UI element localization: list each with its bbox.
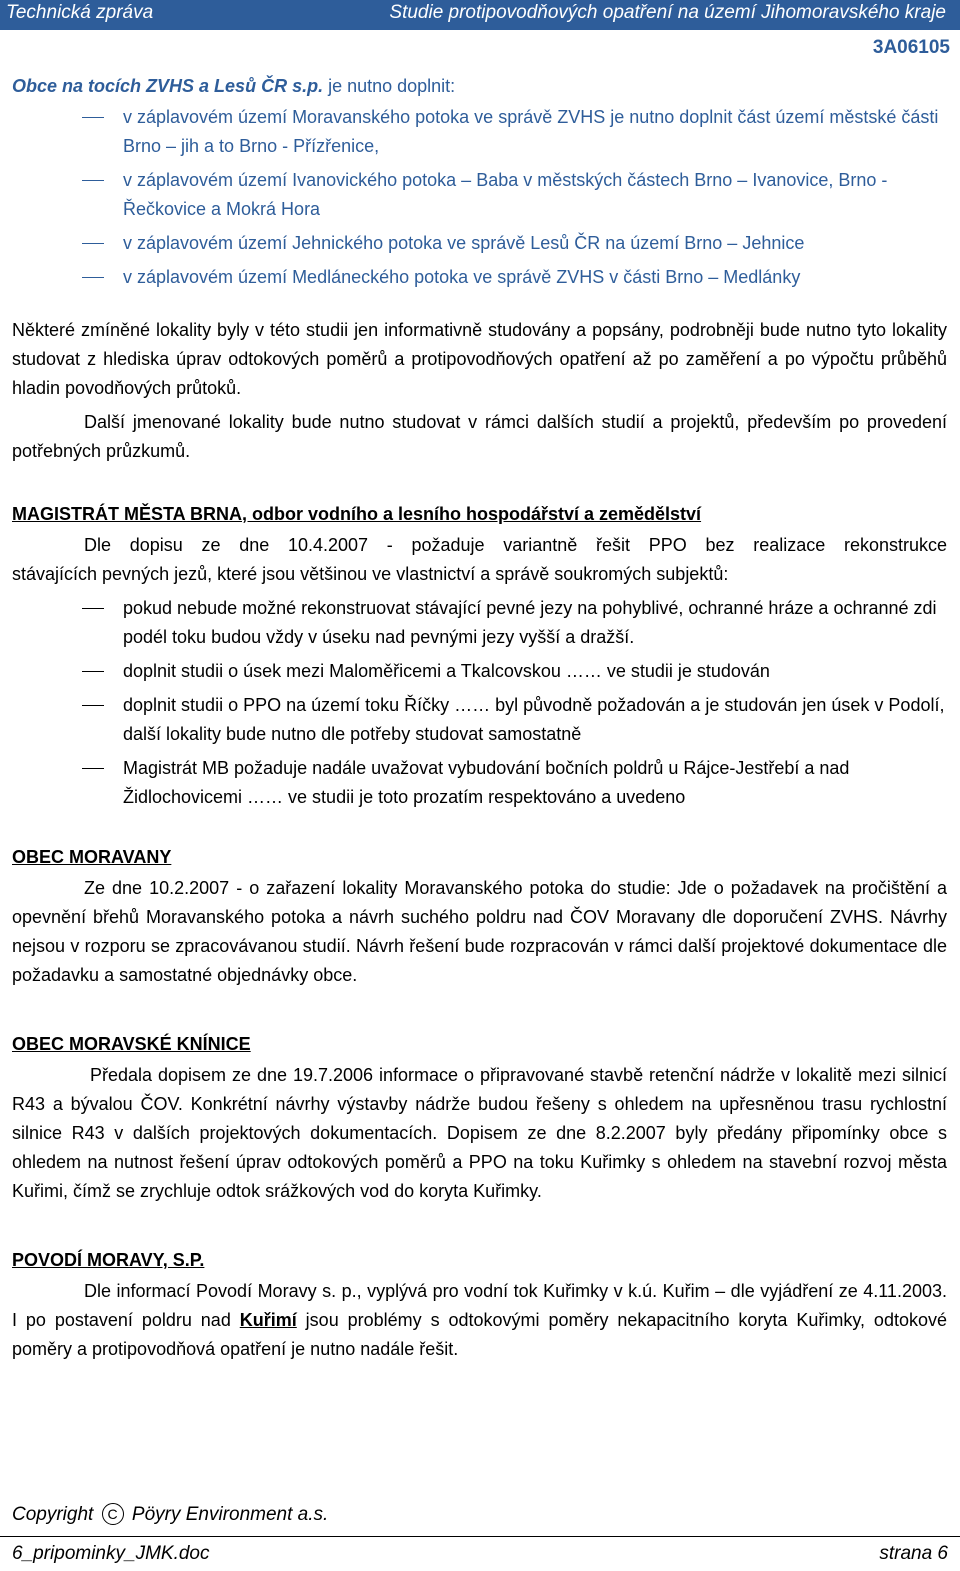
povodi-text-bold: Kuřimí bbox=[239, 1310, 297, 1330]
list-item-text: Magistrát MB požaduje nadále uvažovat vybudování bočních poldrů u Rájce-Jestřebí a nad Židlochovicemi …… ve studii je toto prozatím respektováno a uvedeno bbox=[123, 758, 850, 807]
dash-bullet bbox=[82, 277, 104, 278]
section-heading-magistrat: MAGISTRÁT MĚSTA BRNA, odbor vodního a lesního hospodářství a zemědělství bbox=[12, 504, 702, 524]
list-item-text: doplnit studii o PPO na území toku Říčky …… byl původně požadován a je studován jen úsek v Podolí, další lokality bude nutno dle potřeby studovat samostatně bbox=[123, 695, 945, 744]
dash-bullet bbox=[82, 608, 104, 609]
moravany-paragraph: Ze dne 10.2.2007 - o zařazení lokality Moravanského potoka do studie: Jde o požadavek na pročištění a opevnění břehů Moravanského potoka a návrh suchého poldru nad ČOV Moravany dle doporučení ZVHS. Návrhy nejsou v rozporu se zpracovávanou studií. Návrh řešení bude rozpracován v rámci další projektové dokumentace dle požadavku a samostatné objednávky obce. bbox=[12, 878, 947, 985]
list-item bbox=[12, 263, 947, 292]
dash-bullet bbox=[82, 243, 104, 244]
povodi-text-after: jsou problémy s odtokovými poměry nekapacitního koryta Kuřimky, odtokové poměry a protipovodňová opatření je nutno nadále řešit. bbox=[12, 1310, 947, 1359]
list-item bbox=[12, 229, 947, 258]
povodi-paragraph bbox=[12, 1277, 947, 1364]
magistrat-list bbox=[12, 594, 947, 812]
list-item bbox=[12, 691, 947, 749]
moravske-kninice-paragraph: Předala dopisem ze dne 19.7.2006 informace o připravované stavbě retenční nádrže v lokalitě mezi silnicí R43 a bývalou ČOV. Konkrétní návrhy výstavby nádrže budou řešeny s ohledem na upřesněnou trasu rychlostní silnice R43 v dalších projektových dokumentacích. Dopisem ze dne 8.2.2007 byly předány připomínky obce s ohledem na nutnost řešení úprav odtokových poměrů a PPO na toku Kuřimky s ohledem na stavební rozvoj města Kuřimi, čímž se zrychluje odtok srážkových vod do koryta Kuřimky. bbox=[12, 1065, 947, 1201]
footer-filename: 6_pripominky_JMK.doc bbox=[12, 1543, 210, 1564]
dash-bullet bbox=[82, 117, 104, 118]
page-header bbox=[0, 0, 960, 30]
dash-bullet bbox=[82, 180, 104, 181]
list-item-text: v záplavovém území Moravanského potoka ve správě ZVHS je nutno doplnit část území městské části Brno – jih a to Brno - Přízřenice, bbox=[123, 107, 939, 156]
copyright-icon: C bbox=[102, 1503, 124, 1525]
list-item-text: pokud nebude možné rekonstruovat stávající pevné jezy na pohyblivé, ochranné hráze a ochranné zdi podél toku budou vždy v úseku nad pevnými jezy vyšší a dražší. bbox=[123, 598, 937, 647]
footer-divider bbox=[0, 1536, 960, 1537]
list-item-text: v záplavovém území Medláneckého potoka ve správě ZVHS v části Brno – Medlánky bbox=[123, 267, 801, 287]
section-heading-moravske-kninice: OBEC MORAVSKÉ KNÍNICE bbox=[12, 1034, 251, 1054]
copyright-label: Copyright bbox=[12, 1504, 94, 1525]
list-item-text: v záplavovém území Ivanovického potoka – Baba v městských částech Brno – Ivanovice, Brno - Řečkovice a Mokrá Hora bbox=[123, 170, 888, 219]
intro-title: Obce na tocích ZVHS a Lesů ČR s.p. bbox=[12, 76, 324, 96]
dash-bullet bbox=[82, 768, 104, 769]
footer-page-number: strana 6 bbox=[879, 1543, 948, 1564]
list-item bbox=[12, 103, 947, 161]
header-right-text: Studie protipovodňových opatření na území Jihomoravského kraje bbox=[389, 2, 946, 23]
dash-bullet bbox=[82, 705, 104, 706]
intro-paragraph-2: Další jmenované lokality bude nutno studovat v rámci dalších studií a projektů, především po provedení potřebných průzkumů. bbox=[12, 412, 947, 461]
magistrat-paragraph-rest: stávajících pevných jezů, které jsou většinou ve vlastnictví a správě soukromých subjektů: bbox=[12, 564, 729, 584]
section-heading-povodi: POVODÍ MORAVY, S.P. bbox=[12, 1250, 205, 1270]
list-item bbox=[12, 754, 947, 812]
intro-rest: je nutno doplnit: bbox=[323, 76, 456, 96]
document-body bbox=[12, 70, 947, 1364]
magistrat-paragraph-first: Dle dopisu ze dne 10.4.2007 - požaduje variantně řešit PPO bez realizace rekonstrukce bbox=[84, 535, 947, 555]
copyright-line bbox=[12, 1503, 328, 1526]
intro-lead bbox=[12, 72, 947, 101]
list-item bbox=[12, 166, 947, 224]
dash-bullet bbox=[82, 671, 104, 672]
list-item bbox=[12, 594, 947, 652]
section-heading-moravany: OBEC MORAVANY bbox=[12, 847, 172, 867]
intro-paragraph-1: Některé zmíněné lokality byly v této studii jen informativně studovány a popsány, podrobněji bude nutno tyto lokality studovat z hlediska úprav odtokových poměrů a protipovodňových opatření až po zaměření a po výpočtu průběhů hladin povodňových průtoků. bbox=[12, 320, 947, 398]
list-item-text: v záplavovém území Jehnického potoka ve správě Lesů ČR na území Brno – Jehnice bbox=[123, 233, 805, 253]
company-name: Pöyry Environment a.s. bbox=[131, 1504, 329, 1525]
povodi-text-before: Dle informací Povodí Moravy s. p., vyplývá pro vodní tok Kuřimky v k.ú. Kuřim – dle vyjádření ze 4.11.2003. I po postavení poldru nad bbox=[12, 1281, 947, 1330]
list-item bbox=[12, 657, 947, 686]
intro-list bbox=[12, 103, 947, 292]
list-item-text: doplnit studii o úsek mezi Maloměřicemi a Tkalcovskou …… ve studii je studován bbox=[123, 661, 770, 681]
document-number: 3A06105 bbox=[872, 37, 950, 58]
header-left-text: Technická zpráva bbox=[6, 2, 154, 23]
